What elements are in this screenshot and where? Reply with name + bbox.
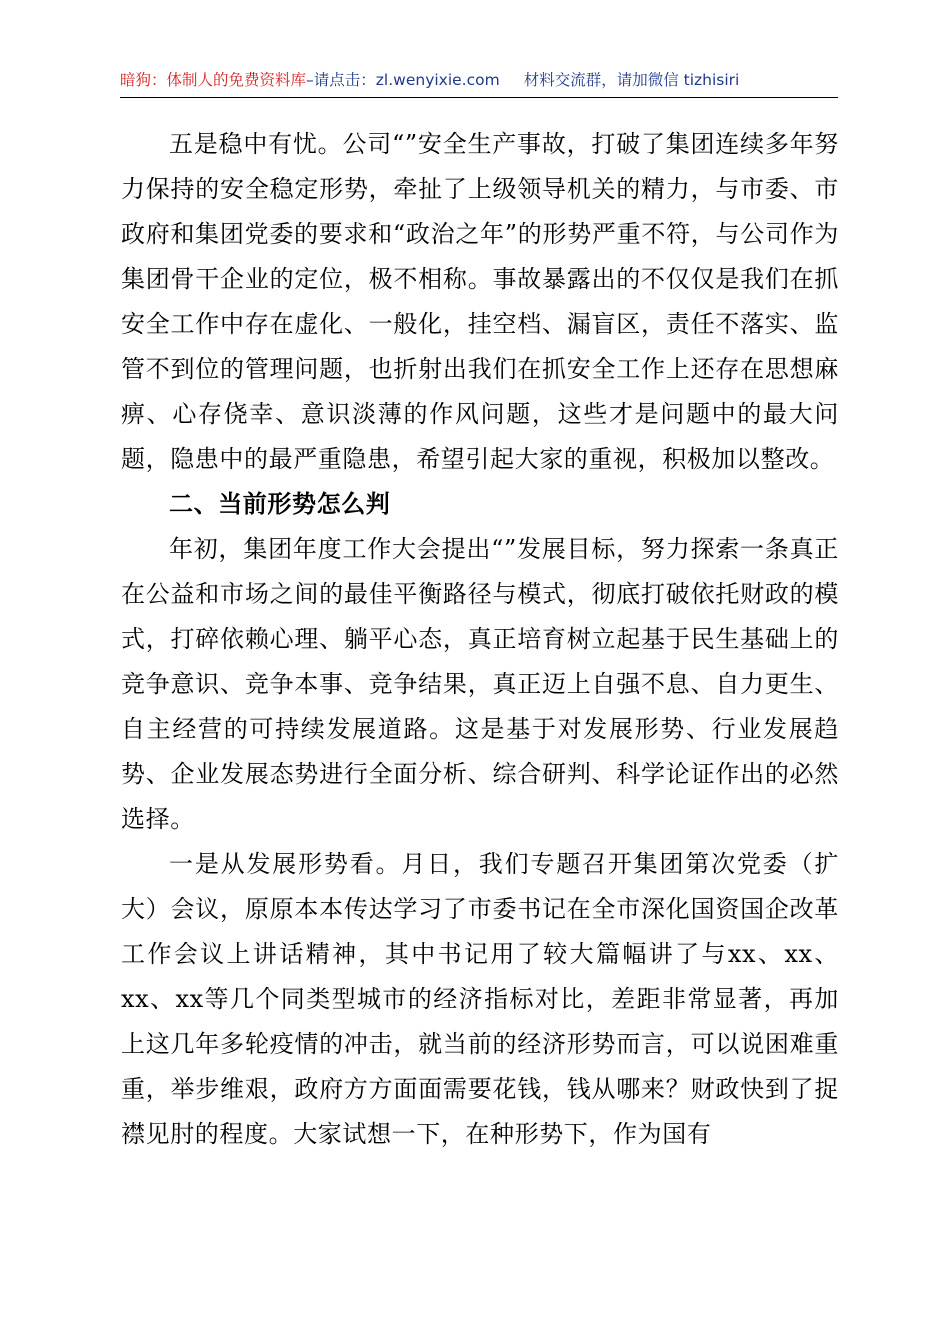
header-contact: 材料交流群，请加微信 tizhisiri xyxy=(523,71,740,89)
header-divider xyxy=(120,97,838,98)
section-heading: 二、当前形势怎么判 xyxy=(169,490,391,518)
header-click-prompt: –请点击： xyxy=(306,71,376,89)
paragraph-annual-goals: 年初，集团年度工作大会提出“”发展目标，努力探索一条真正在公益和市场之间的最佳平衡路径与模式，彻底打破依托财政的模式，打碎依赖心理、躺平心态，真正培育树立起基于民生基础上的竞争意识、竞争本事、竞争结果，真正迈上自强不息、自力更生、自主经营的可持续发展道路。这是基于对发展形势、行业发展趋势、企业发展态势进行全面分析、综合研判、科学论证作出的必然选择。 xyxy=(121,535,839,833)
paragraph-stability-concerns: 五是稳中有忧。公司“”安全生产事故，打破了集团连续多年努力保持的安全稳定形势，牵扯了上级领导机关的精力，与市委、市政府和集团党委的要求和“政治之年”的形势严重不符，与公司作为集团骨干企业的定位，极不相称。事故暴露出的不仅仅是我们在抓安全工作中存在虚化、一般化，挂空档、漏盲区，责任不落实、监管不到位的管理问题，也折射出我们在抓安全工作上还存在思想麻痹、心存侥幸、意识淡薄的作风问题，这些才是问题中的最大问题，隐患中的最严重隐患，希望引起大家的重视，积极加以整改。 xyxy=(121,130,839,473)
header-site-name: 暗狗：体制人的免费资料库 xyxy=(120,71,307,89)
document-body xyxy=(121,122,839,1157)
header-url-link[interactable]: zl.wenyixie.com xyxy=(375,71,500,89)
page-header xyxy=(120,66,838,96)
paragraph-development-situation: 一是从发展形势看。月日，我们专题召开集团第次党委（扩大）会议，原原本本传达学习了市委书记在全市深化国资国企改革工作会议上讲话精神，其中书记用了较大篇幅讲了与xx、xx、xx、xx等几个同类型城市的经济指标对比，差距非常显著，再加上这几年多轮疫情的冲击，就当前的经济形势而言，可以说困难重重，举步维艰，政府方方面面需要花钱，钱从哪来？财政快到了捉襟见肘的程度。大家试想一下，在种形势下，作为国有 xyxy=(121,850,839,1148)
